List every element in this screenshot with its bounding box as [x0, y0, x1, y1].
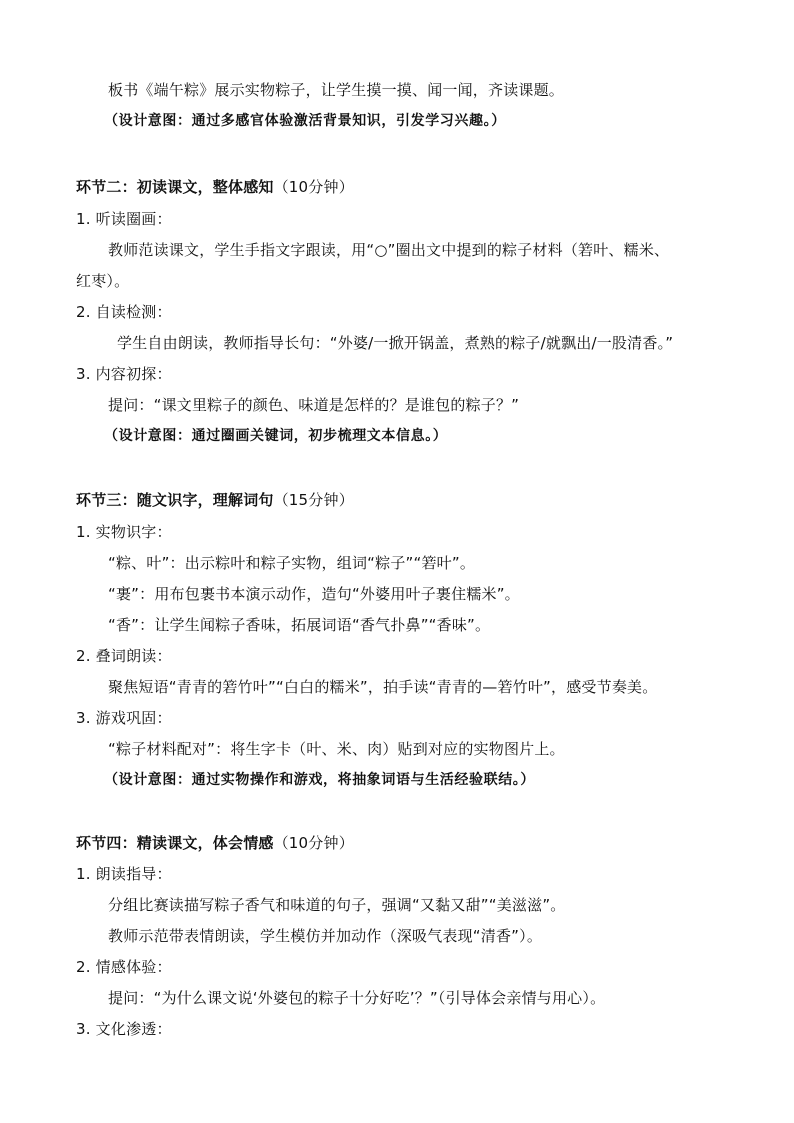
paragraph-text: 红枣）。 [76, 272, 130, 290]
section-title: 环节二：初读课文，整体感知 [76, 178, 274, 196]
paragraph-text: 学生自由朗读，教师指导长句：“外婆/一掀开锅盖，煮熟的粽子/就飘出/一股清香。” [117, 334, 674, 352]
paragraph-text: “粽子材料配对”：将生字卡（叶、米、肉）贴到对应的实物图片上。 [108, 740, 565, 758]
list-item-title: 1. 朗读指导： [76, 865, 172, 883]
section-heading-2 [76, 177, 354, 197]
paragraph-text: 提问：“课文里粽子的颜色、味道是怎样的？是谁包的粽子？” [108, 396, 520, 414]
section-duration: （10分钟） [273, 834, 354, 852]
section-duration: （10分钟） [273, 178, 354, 196]
list-item-title: 3. 内容初探： [76, 365, 172, 383]
design-intent-note: （设计意图：通过圈画关键词，初步梳理文本信息。） [104, 428, 448, 444]
section-heading-4 [76, 833, 354, 853]
paragraph-text: 聚焦短语“青青的箬竹叶”“白白的糯米”，拍手读“青青的—箬竹叶”，感受节奏美。 [108, 678, 658, 696]
section-heading-3 [76, 490, 354, 510]
list-item-title: 1. 听读圈画： [76, 210, 172, 228]
paragraph-text: 教师范读课文，学生手指文字跟读，用“○”圈出文中提到的粽子材料（箬叶、糯米、 [108, 241, 670, 259]
design-intent-note: （设计意图：通过多感官体验激活背景知识，引发学习兴趣。） [104, 113, 506, 129]
paragraph-text: “粽、叶”：出示粽叶和粽子实物，组词“粽子”“箬叶”。 [108, 554, 476, 572]
intro-text: 板书《端午粽》展示实物粽子，让学生摸一摸、闻一闻，齐读课题。 [108, 81, 565, 99]
section-duration: （15分钟） [273, 491, 354, 509]
list-item-title: 1. 实物识字： [76, 523, 172, 541]
list-item-title: 2. 叠词朗读： [76, 647, 172, 665]
paragraph-text: 分组比赛读描写粽子香气和味道的句子，强调“又黏又甜”“美滋滋”。 [108, 896, 566, 914]
paragraph-text: “香”：让学生闻粽子香味，拓展词语“香气扑鼻”“香味”。 [108, 616, 491, 634]
list-item-title: 3. 游戏巩固： [76, 709, 172, 727]
section-title: 环节三：随文识字，理解词句 [76, 491, 274, 509]
section-title: 环节四：精读课文，体会情感 [76, 834, 274, 852]
list-item-title: 2. 自读检测： [76, 303, 172, 321]
list-item-title: 2. 情感体验： [76, 958, 172, 976]
paragraph-text: 提问：“为什么课文说‘外婆包的粽子十分好吃’？”（引导体会亲情与用心）。 [108, 989, 606, 1007]
paragraph-text: “裹”：用布包裹书本演示动作，造句“外婆用叶子裹住糯米”。 [108, 585, 520, 603]
paragraph-text: 教师示范带表情朗读，学生模仿并加动作（深吸气表现“清香”）。 [108, 927, 543, 945]
list-item-title: 3. 文化渗透： [76, 1020, 172, 1038]
design-intent-note: （设计意图：通过实物操作和游戏，将抽象词语与生活经验联结。） [104, 772, 535, 788]
